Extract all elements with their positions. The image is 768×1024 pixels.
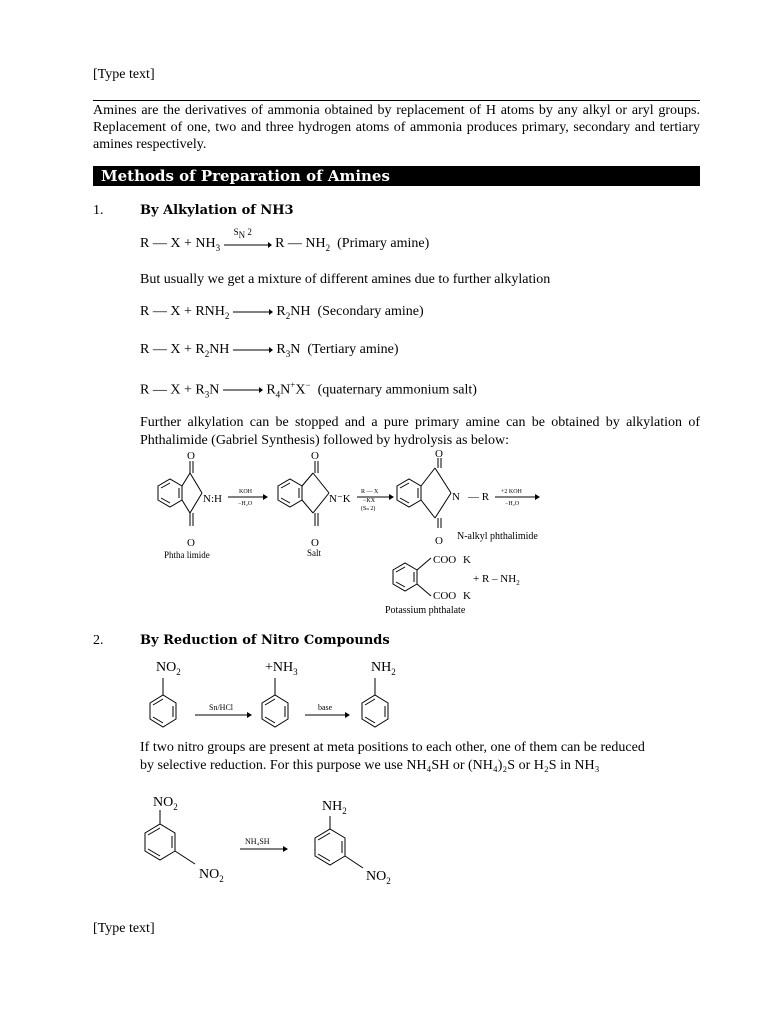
header-rule <box>93 100 700 101</box>
gabriel-synthesis-scheme <box>135 446 695 618</box>
method2-number: 2. <box>93 633 104 648</box>
svg-text:COO: COO <box>433 590 457 602</box>
svg-text:O: O <box>311 537 319 549</box>
svg-text:Phtha limide: Phtha limide <box>164 550 210 560</box>
selective-text-line2: by selective reduction. For this purpose we use NH₄SH or (NH₄)₂S or H₂S in NH₃ <box>140 758 600 773</box>
svg-text:K: K <box>463 590 471 602</box>
reaction-arrow <box>233 306 273 318</box>
svg-text:NH2: $NH_2$ <box>322 799 347 816</box>
svg-text:COO: COO <box>433 554 457 566</box>
svg-text:NO2: $NO_2$ <box>199 867 224 884</box>
svg-text:O: O <box>435 535 443 547</box>
selective-text-line1: If two nitro groups are present at meta positions to each other, one of them can be reduced <box>140 740 645 755</box>
svg-text:NO2: $NO_2$ <box>156 660 181 677</box>
gabriel-text: Further alkylation can be stopped and a pure primary amine can be obtained by alkylation of Phthalimide (Gabriel Synthesis) followed by hydrolysis as below: <box>140 415 700 448</box>
svg-text:(Sₙ 2): (Sₙ 2) <box>361 506 376 512</box>
method2-title: By Reduction of Nitro Compounds <box>140 633 390 648</box>
carbonyl-o: O <box>187 450 195 462</box>
equation-quaternary-salt: R — $X + R_3N$ $R_4N^+X^-$ (quaternary ammonium salt) <box>140 380 477 400</box>
reaction-arrow <box>223 384 263 396</box>
mixture-text: But usually we get a mixture of different amines due to further alkylation <box>140 272 551 287</box>
method1-number: 1. <box>93 203 104 218</box>
svg-text:N: N <box>452 491 460 503</box>
svg-text:+NH3: $+NH_3$ <box>265 660 298 677</box>
svg-text:O: O <box>311 450 319 462</box>
salt-structure <box>278 461 329 526</box>
svg-text:N-alkyl phthalimide: N-alkyl phthalimide <box>457 531 538 542</box>
selective-reduction-scheme <box>135 788 415 888</box>
page-header: [Type text] <box>93 67 155 82</box>
svg-text:NH2: $NH_2$ <box>371 660 396 677</box>
reaction-arrow <box>233 344 273 356</box>
potassium-phthalate-structure <box>393 558 431 596</box>
n-alkyl-phthalimide-structure <box>397 458 451 528</box>
reaction-arrow: $S_N$ 2 <box>224 237 272 251</box>
svg-text:Sn/HCl: Sn/HCl <box>209 703 234 712</box>
svg-text:base: base <box>318 703 333 712</box>
svg-text:KOH: KOH <box>239 489 252 495</box>
svg-text:R — X: R — X <box>361 489 379 495</box>
svg-text:Salt: Salt <box>307 548 322 558</box>
phthalimide-structure <box>158 461 202 526</box>
equation-secondary-amine: R — $X + RNH_2$ $R_2NH$ (Secondary amine) <box>140 304 424 321</box>
svg-text:N:H: N:H <box>203 493 222 505</box>
svg-text:−KX: −KX <box>363 498 376 504</box>
svg-text:−H₂O: −H₂O <box>238 501 253 507</box>
page-footer: [Type text] <box>93 921 155 936</box>
section-title: Methods of Preparation of Amines <box>93 166 700 186</box>
svg-text:O: O <box>435 448 443 460</box>
svg-text:NO2: $NO_2$ <box>366 869 391 886</box>
svg-text:N⁻K: N⁻K <box>329 493 351 505</box>
equation-tertiary-amine: R — $X + R_2NH$ $R_3N$ (Tertiary amine) <box>140 342 399 359</box>
svg-text:K: K <box>463 554 471 566</box>
svg-text:— R: — R <box>468 491 490 503</box>
nitro-reduction-scheme <box>135 656 395 736</box>
svg-text:O: O <box>187 537 195 549</box>
svg-text:+2 KOH: +2 KOH <box>501 489 522 495</box>
svg-text:NO2: $NO_2$ <box>153 795 178 812</box>
svg-text:+ R – NH2: + R – $NH_2$ <box>473 573 520 587</box>
equation-primary-amine: R — $X + NH_3$ $S_N$ 2 R — $NH_2$ (Primary amine) <box>140 226 430 253</box>
svg-text:−H₂O: −H₂O <box>505 501 520 507</box>
method1-title: By Alkylation of NH3 <box>140 203 294 218</box>
svg-text:Potassium phthalate: Potassium phthalate <box>385 605 466 616</box>
svg-text:NH₄SH: NH₄SH <box>245 837 270 846</box>
intro-paragraph: Amines are the derivatives of ammonia obtained by replacement of H atoms by any alkyl or aryl groups. Replacement of one, two and three hydrogen atoms of ammonia produces primary, secondary and tertiary amines respectively. <box>93 103 700 152</box>
